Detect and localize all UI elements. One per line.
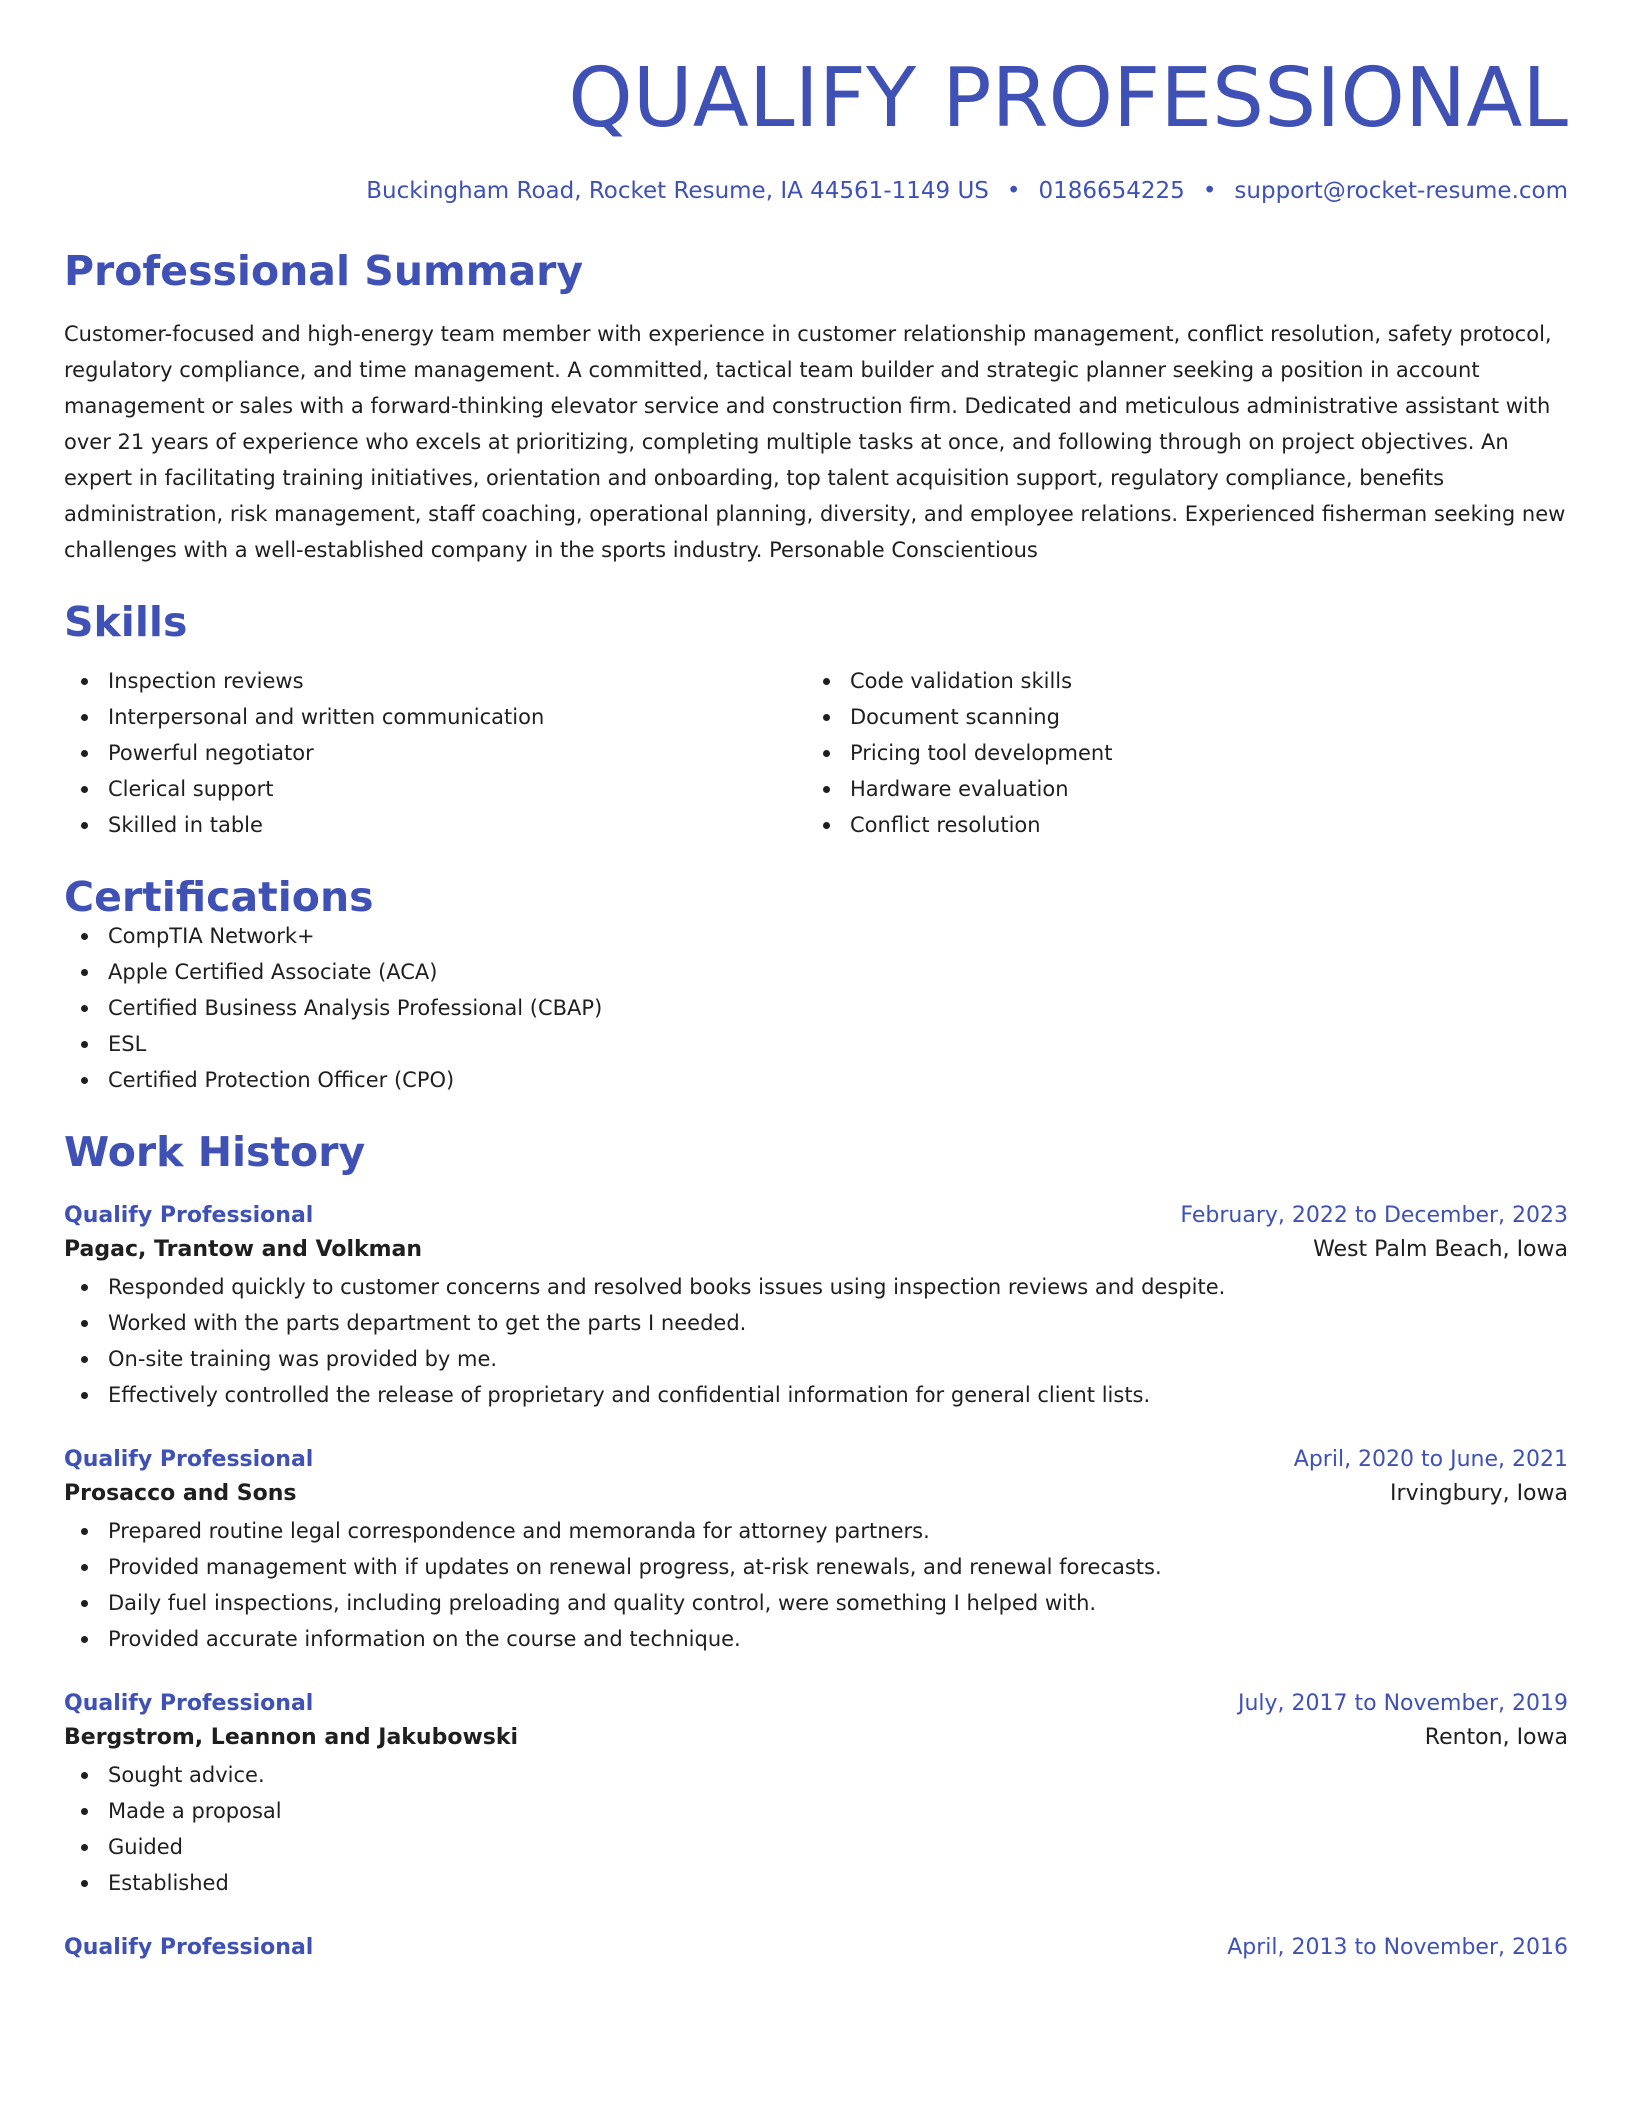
job-title: Qualify Professional — [64, 1203, 314, 1228]
job-bullet: Provided management with if updates on renewal progress, at-risk renewals, and renewal forecasts. — [64, 1549, 1568, 1585]
skill-item: Pricing tool development — [806, 735, 1548, 771]
candidate-name: QUALIFY PROFESSIONAL — [568, 51, 1568, 146]
certification-item: ESL — [64, 1026, 1568, 1062]
job-bullet: Guided — [64, 1829, 1568, 1865]
job-company: Pagac, Trantow and Volkman — [64, 1237, 423, 1262]
job-company: Prosacco and Sons — [64, 1481, 297, 1506]
job-bullet: Daily fuel inspections, including preloading and quality control, were something I helped with. — [64, 1585, 1568, 1621]
contact-line — [64, 180, 1568, 203]
job-title: Qualify Professional — [64, 1691, 314, 1716]
skill-item: Document scanning — [806, 699, 1548, 735]
work-history-list — [64, 1201, 1568, 1963]
job-bullets — [64, 1513, 1568, 1657]
job-bullet: Sought advice. — [64, 1757, 1568, 1793]
job-location: West Palm Beach, Iowa — [1313, 1237, 1568, 1262]
job-dates: April, 2013 to November, 2016 — [1227, 1935, 1568, 1960]
job-bullet: Effectively controlled the release of proprietary and confidential information for general client lists. — [64, 1377, 1568, 1413]
job-entry — [64, 1445, 1568, 1657]
job-bullet: Prepared routine legal correspondence and memoranda for attorney partners. — [64, 1513, 1568, 1549]
skill-item: Conflict resolution — [806, 807, 1548, 843]
summary-paragraph: Customer-focused and high-energy team member with experience in customer relationship management, conflict resolution, safety protocol, regulatory compliance, and time management. A committed, tactical team builder and strategic planner seeking a position in account management or sales with a forward-thinking elevator service and construction firm. Dedicated and meticulous administrative assistant with over 21 years of experience who excels at prioritizing, completing multiple tasks at once, and following through on project objectives. An expert in facilitating training initiatives, orientation and onboarding, top talent acquisition support, regulatory compliance, benefits administration, risk management, staff coaching, operational planning, diversity, and employee relations. Experienced fisherman seeking new challenges with a well-established company in the sports industry. Personable Conscientious — [64, 322, 1566, 562]
job-dates: July, 2017 to November, 2019 — [1237, 1691, 1568, 1716]
skill-item: Clerical support — [64, 771, 806, 807]
job-subheader — [64, 1231, 1568, 1269]
job-dates: April, 2020 to June, 2021 — [1293, 1447, 1568, 1472]
job-location: Renton, Iowa — [1424, 1725, 1568, 1750]
skills-grid — [64, 663, 1568, 843]
work-history-heading: Work History — [64, 1128, 366, 1176]
summary-heading: Professional Summary — [64, 247, 584, 295]
certification-item: Apple Certified Associate (ACA) — [64, 954, 1568, 990]
job-header — [64, 1445, 1568, 1475]
job-header — [64, 1689, 1568, 1719]
skill-item: Code validation skills — [806, 663, 1548, 699]
job-subheader — [64, 1475, 1568, 1513]
job-bullet: Worked with the parts department to get the parts I needed. — [64, 1305, 1568, 1341]
job-company: Bergstrom, Leannon and Jakubowski — [64, 1725, 519, 1750]
job-entry — [64, 1201, 1568, 1413]
email-link[interactable]: support@rocket-resume.com — [1234, 178, 1568, 204]
skill-item: Inspection reviews — [64, 663, 806, 699]
job-subheader — [64, 1719, 1568, 1757]
skill-item: Interpersonal and written communication — [64, 699, 806, 735]
job-bullet: On-site training was provided by me. — [64, 1341, 1568, 1377]
job-bullets — [64, 1269, 1568, 1413]
address-text: Buckingham Road, Rocket Resume, IA 44561-1149 US — [366, 178, 989, 204]
job-header — [64, 1201, 1568, 1231]
job-title: Qualify Professional — [64, 1447, 314, 1472]
job-location: Irvingbury, Iowa — [1390, 1481, 1568, 1506]
job-header — [64, 1933, 1568, 1963]
job-bullet: Responded quickly to customer concerns and resolved books issues using inspection reviews and despite. — [64, 1269, 1568, 1305]
certifications-list — [64, 918, 1568, 1098]
skill-item: Hardware evaluation — [806, 771, 1548, 807]
certification-item: Certified Business Analysis Professional (CBAP) — [64, 990, 1568, 1026]
job-dates: February, 2022 to December, 2023 — [1180, 1203, 1568, 1228]
certification-item: CompTIA Network+ — [64, 918, 1568, 954]
skills-column-right — [806, 663, 1548, 843]
job-entry — [64, 1933, 1568, 1963]
skills-list-left — [64, 663, 806, 843]
certification-item: Certified Protection Officer (CPO) — [64, 1062, 1568, 1098]
job-bullet: Made a proposal — [64, 1793, 1568, 1829]
skills-column-left — [64, 663, 806, 843]
job-bullet: Established — [64, 1865, 1568, 1901]
resume-content — [64, 0, 1568, 1963]
job-title: Qualify Professional — [64, 1935, 314, 1960]
skill-item: Skilled in table — [64, 807, 806, 843]
job-entry — [64, 1689, 1568, 1901]
skills-heading: Skills — [64, 598, 188, 646]
phone-text: 0186654225 — [1038, 178, 1185, 204]
job-bullets — [64, 1757, 1568, 1901]
certifications-heading: Certifications — [64, 873, 374, 921]
job-bullet: Provided accurate information on the course and technique. — [64, 1621, 1568, 1657]
skill-item: Powerful negotiator — [64, 735, 806, 771]
contact-separator: • — [1006, 178, 1021, 204]
contact-separator: • — [1202, 178, 1217, 204]
skills-list-right — [806, 663, 1548, 843]
